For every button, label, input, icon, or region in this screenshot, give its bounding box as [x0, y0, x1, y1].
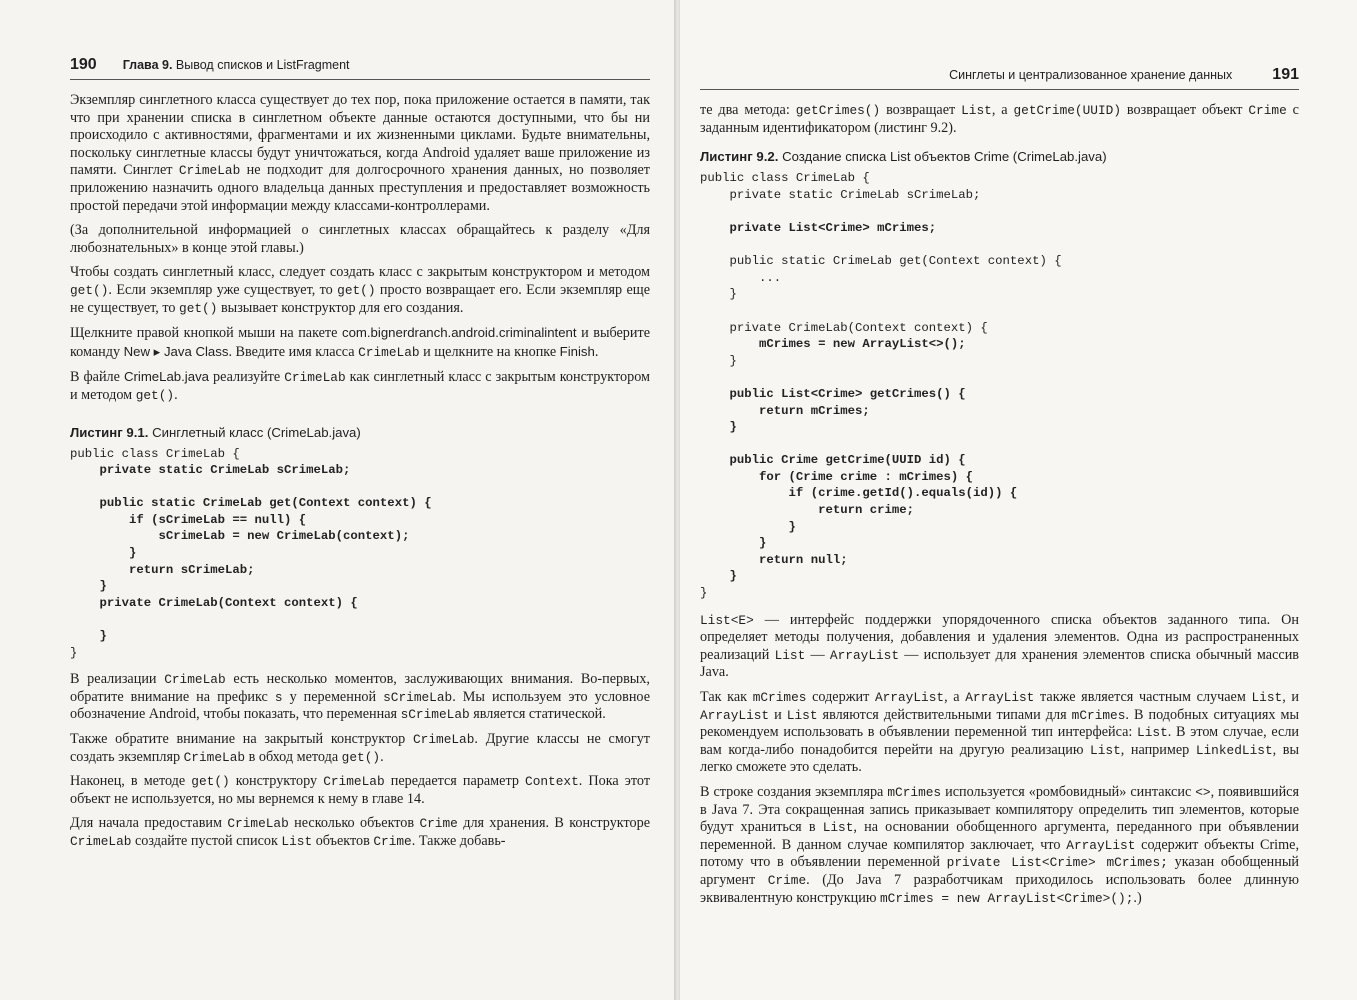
paragraph: [70, 264, 650, 317]
listing-9-2-label: Листинг 9.2.: [700, 149, 779, 165]
text-run: в обход метода: [245, 748, 342, 765]
code-line: return sCrimeLab;: [70, 562, 255, 577]
code-term: List: [1090, 742, 1121, 758]
text-run: . В подобных ситуациях мы рекомендуем использовать в объявлении переменной тип интерфейса:: [700, 706, 1300, 741]
paragraph: [70, 368, 650, 404]
code-term: CrimeLab: [183, 749, 246, 765]
code-term: CrimeLab: [178, 163, 241, 179]
paragraph: [700, 784, 1299, 907]
code-line: }: [700, 420, 737, 435]
code-line: public List<Crime> getCrimes() {: [700, 386, 966, 401]
text-run: (За дополнительной информацией о синглетных классах обращайтесь к разделу «Для любознательных» в конце этой главы.): [70, 222, 650, 256]
text-run: Для начала предоставим: [70, 815, 228, 832]
code-line: public class CrimeLab {: [70, 446, 240, 461]
code-term: get(): [135, 387, 175, 403]
paragraph: [70, 731, 650, 766]
text-run: . Также добавь-: [411, 832, 506, 849]
code-term: LinkedList: [1195, 742, 1273, 758]
code-line: }: [70, 645, 78, 660]
text-run: — интерфейс поддержки упорядоченного списка объектов заданного типа. Он определяет методы получения, добавления и удаления элементов. Одна из распространенных реализаций: [700, 611, 1299, 663]
code-term: List: [961, 103, 992, 118]
code-term: sCrimeLab: [400, 707, 470, 723]
code-term: <>: [1195, 784, 1211, 800]
text-run: . Если экземпляр уже существует, то: [108, 281, 338, 298]
text-run: содержит объекты Crime, потому что в объявлении переменной: [700, 836, 1300, 871]
text-run: .: [174, 386, 178, 403]
code-term: mCrimes: [887, 784, 942, 800]
chapter-label: Глава 9.: [122, 58, 173, 72]
code-term: Context: [525, 774, 579, 790]
code-line: public class CrimeLab {: [700, 171, 870, 186]
text-run: .: [594, 343, 599, 360]
code-term: CrimeLab: [164, 672, 226, 688]
paragraph: [70, 773, 650, 808]
text-run: не подходит для долгосрочного хранения данных, но позволяет приложению назначить одного владельца данных преступления и предоставляет возможность простой передачи этой информации между классами-контроллерами.: [70, 162, 651, 214]
text-run: —: [805, 646, 830, 663]
code-term: mCrimes: [1071, 707, 1126, 723]
code-term: get(): [179, 300, 218, 316]
code-term: CrimeLab: [284, 370, 346, 386]
code-line: private CrimeLab(Context context) {: [70, 595, 358, 610]
text-run: указан обобщенный аргумент: [700, 854, 1299, 888]
code-line: }: [700, 586, 708, 601]
code-term: getCrime(UUID): [1013, 103, 1122, 118]
text-run: Экземпляр синглетного класса существует до тех пор, пока приложение остается в памяти, так что при хранении списка в синглетном объекте данные остаются доступными, что бы ни происходило с активностями, фрагментами и их жизненными циклами. Будьте внимательны, поскольку синглетные классы будут уничтожаться, когда Android удаляет ваше приложение из памяти. Синглет: [70, 92, 650, 179]
text-run: для хранения. В конструкторе: [457, 815, 650, 832]
text-run: с заданным идентификатором (листинг 9.2).: [700, 102, 1299, 136]
listing-9-1-caption: [70, 425, 650, 440]
code-term: List: [774, 647, 806, 663]
text-run: , и: [1282, 689, 1299, 705]
code-term: get(): [337, 282, 376, 298]
code-line: private CrimeLab(Context context) {: [700, 320, 988, 335]
text-run: , появившийся в Java 7. Эта сокращенная запись приказывает компилятору определить тип элементов, которые будут храниться в: [700, 783, 1299, 836]
code-line: private static CrimeLab sCrimeLab;: [700, 187, 981, 202]
text-run: являются действительными типами для: [817, 706, 1072, 723]
ui-term: New ▸ Java Class: [123, 343, 229, 359]
text-run: у переменной: [282, 688, 384, 705]
code-term: CrimeLab: [227, 816, 289, 832]
code-term: List: [822, 820, 854, 836]
code-term: List: [281, 833, 313, 849]
paragraph: [70, 815, 650, 850]
listing-9-2-code: [700, 170, 1299, 601]
text-run: возвращает: [880, 102, 962, 118]
listing-9-1-code: [70, 446, 650, 662]
ui-term: Finish: [559, 343, 595, 359]
code-term: Crime: [1248, 103, 1287, 118]
code-line: mCrimes = new ArrayList<>();: [700, 337, 966, 352]
left-running-head: [70, 56, 650, 80]
code-line: for (Crime crime : mCrimes) {: [700, 469, 974, 484]
text-run: Так как: [700, 689, 753, 705]
text-run: те два метода:: [700, 102, 796, 118]
text-run: Щелкните правой кнопкой мыши на пакете: [70, 325, 342, 342]
paragraph: [700, 689, 1299, 777]
code-line: return null;: [700, 552, 848, 567]
text-run: , например: [1120, 741, 1196, 758]
code-term: List<E>: [700, 612, 754, 628]
code-line: if (sCrimeLab == null) {: [70, 512, 307, 527]
code-line: }: [70, 579, 107, 594]
text-run: Чтобы создать синглетный класс, следует создать класс с закрытым конструктором и методом: [70, 264, 650, 281]
text-run: содержит: [806, 689, 875, 705]
listing-9-2-caption: [700, 149, 1299, 164]
code-term: mCrimes: [752, 690, 807, 705]
paragraph: [70, 222, 650, 257]
right-paragraphs: [700, 102, 1299, 137]
text-run: создайте пустой список: [131, 832, 282, 849]
paragraph: [700, 102, 1299, 137]
text-run: В реализации: [70, 671, 165, 688]
code-term: ArrayList: [1066, 837, 1136, 853]
code-term: private List<Crime> mCrimes;: [946, 855, 1168, 871]
text-run: — использует для хранения элементов списка обычный массив Java.: [700, 646, 1299, 681]
text-run: . (До Java 7 разработчикам приходилось использовать более длинную эквивалентную конструкцию: [700, 871, 1300, 906]
code-line: return mCrimes;: [700, 403, 870, 418]
paragraph: [700, 612, 1299, 682]
code-term: get(): [191, 774, 230, 790]
code-term: Crime: [767, 872, 807, 888]
chapter-heading: [123, 58, 350, 72]
code-term: ArrayList: [829, 647, 900, 663]
text-run: . В этом случае, если вам когда-либо понадобится перейти на другую реализацию: [700, 724, 1299, 758]
text-run: также является частным случаем: [1034, 689, 1252, 705]
listing-9-2-title: Создание списка List объектов Crime (CrimeLab.java): [782, 149, 1107, 165]
code-term: mCrimes = new ArrayList<Crime>();: [879, 890, 1134, 906]
code-line: sCrimeLab = new CrimeLab(context);: [70, 529, 410, 544]
text-run: конструктору: [229, 773, 324, 790]
code-term: ArrayList: [965, 690, 1035, 705]
right-page: [680, 0, 1357, 1000]
code-term: CrimeLab: [412, 732, 475, 747]
code-line: }: [700, 569, 737, 584]
code-term: s: [274, 689, 283, 705]
text-run: . Другие классы не смогут создать экземпляр: [70, 731, 651, 765]
text-run: и щелкните на кнопке: [419, 343, 560, 360]
code-line: }: [700, 536, 767, 551]
text-run: В строке создания экземпляра: [700, 783, 888, 800]
code-term: List: [1137, 725, 1168, 741]
left-page-number: 190: [70, 56, 97, 73]
code-term: CrimeLab: [358, 344, 420, 360]
text-run: .): [1133, 889, 1142, 906]
code-term: ArrayList: [874, 690, 945, 705]
code-term: List: [1251, 690, 1283, 705]
code-term: getCrimes(): [795, 103, 881, 118]
code-line: }: [700, 353, 737, 368]
text-run: Также обратите внимание на закрытый конструктор: [70, 731, 413, 747]
chapter-title: Вывод списков и ListFragment: [175, 58, 350, 72]
text-run: . Мы используем это условное обозначение Android, чтобы показать, что переменная: [70, 688, 650, 723]
code-term: Crime: [373, 833, 412, 849]
code-line: return crime;: [700, 503, 915, 518]
text-run: . Пока этот объект не используется, но мы вернемся к нему в главе 14.: [70, 773, 651, 807]
code-term: ArrayList: [700, 707, 770, 723]
listing-9-1-title: Синглетный класс (CrimeLab.java): [152, 424, 361, 440]
text-run: просто возвращает его. Если экземпляр еще не существует, то: [70, 281, 650, 316]
listing-9-1-label: Листинг 9.1.: [70, 424, 149, 440]
text-run: вызывает конструктор для его создания.: [217, 299, 464, 316]
code-line: }: [700, 287, 737, 302]
code-term: Crime: [419, 816, 458, 832]
code-line: private static CrimeLab sCrimeLab;: [70, 463, 351, 478]
code-line: ...: [700, 270, 782, 285]
code-line: if (crime.getId().equals(id)) {: [700, 486, 1018, 501]
text-run: как синглетный класс с закрытым конструктором и методом: [70, 369, 650, 403]
code-line: public Crime getCrime(UUID id) {: [700, 453, 966, 468]
left-paragraphs-after: [70, 671, 650, 850]
code-term: get(): [70, 282, 109, 298]
text-run: .: [380, 748, 384, 765]
section-title: Синглеты и централизованное хранение данных: [949, 68, 1233, 82]
text-run: Наконец, в методе: [70, 773, 192, 790]
text-run: передается параметр: [384, 773, 526, 790]
text-run: и: [769, 706, 787, 723]
right-running-head: [700, 66, 1299, 90]
text-run: , а: [991, 102, 1014, 118]
code-term: CrimeLab: [70, 833, 132, 849]
code-term: get(): [341, 749, 381, 765]
ui-term: CrimeLab.java: [123, 369, 209, 385]
code-line: public static CrimeLab get(Context context) {: [70, 496, 432, 511]
right-paragraphs-after: [700, 612, 1299, 908]
text-run: используется «ромбовидный» синтаксис: [941, 783, 1196, 800]
code-term: List: [786, 707, 818, 723]
text-run: , а: [944, 689, 966, 705]
text-run: возвращает объект: [1121, 102, 1249, 118]
text-run: и выберите команду: [70, 325, 650, 360]
code-line: }: [70, 546, 137, 561]
text-run: является статической.: [469, 706, 606, 723]
text-run: В файле: [70, 369, 124, 386]
paragraph: [70, 671, 650, 724]
text-run: есть несколько моментов, заслуживающих внимания. Во-первых, обратите внимание на префикс: [70, 671, 650, 705]
code-term: CrimeLab: [323, 774, 385, 790]
paragraph: [70, 92, 650, 215]
text-run: . Введите имя класса: [228, 343, 359, 360]
text-run: , на основании обобщенного аргумента, переданного при объявлении переменной. В данном случае компилятор заключает, что: [700, 819, 1299, 853]
text-run: реализуйте: [209, 369, 285, 386]
code-line: public static CrimeLab get(Context context) {: [700, 254, 1062, 269]
text-run: , вы легко сможете это сделать.: [700, 741, 1299, 776]
right-page-number: 191: [1272, 66, 1299, 83]
paragraph: [70, 324, 650, 361]
text-run: объектов: [312, 832, 374, 849]
code-term: sCrimeLab: [383, 689, 453, 705]
code-line: }: [700, 519, 796, 534]
left-paragraphs: [70, 92, 650, 405]
ui-term: com.bignerdranch.android.criminalintent: [341, 325, 577, 341]
left-page: [0, 0, 676, 1000]
code-line: private List<Crime> mCrimes;: [700, 220, 937, 235]
text-run: несколько объектов: [288, 815, 420, 832]
code-line: }: [70, 629, 107, 644]
